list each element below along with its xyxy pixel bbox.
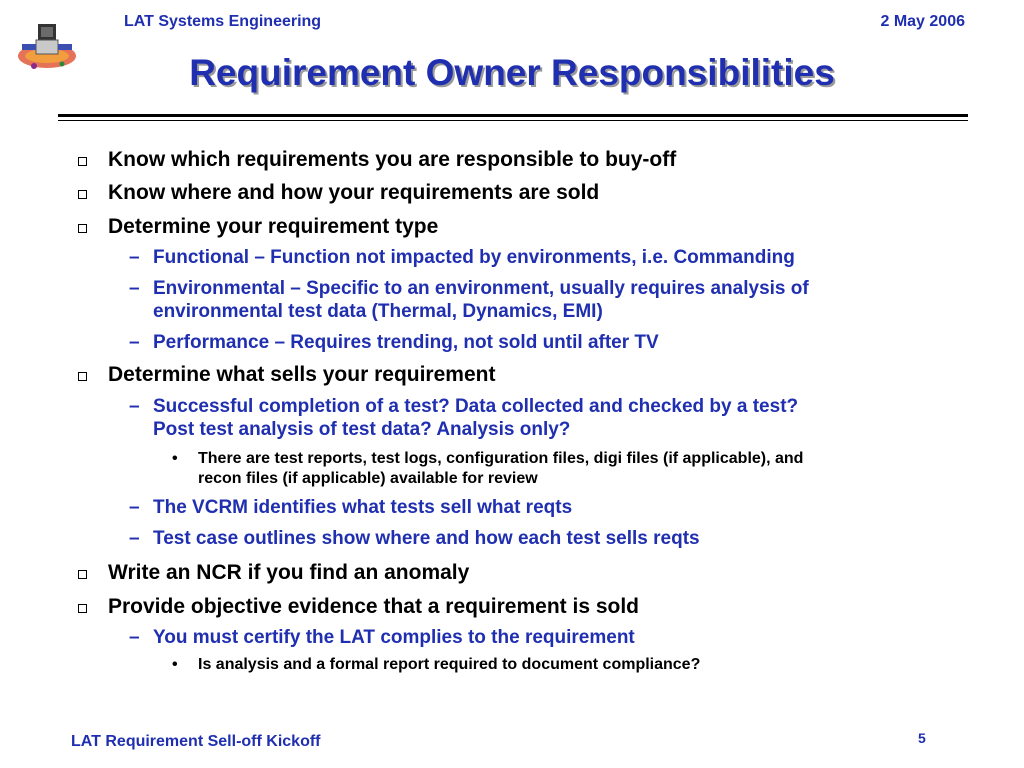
square-bullet-icon: [78, 604, 87, 613]
dash-bullet: –: [129, 278, 140, 299]
bullet-l1: Provide objective evidence that a requirement is sold: [108, 595, 640, 618]
square-bullet-icon: [78, 157, 87, 166]
bullet-l1: Write an NCR if you find an anomaly: [108, 561, 470, 584]
bullet-l3: There are test reports, test logs, configuration files, digi files (if applicable), and: [198, 450, 804, 467]
dash-bullet: –: [129, 247, 140, 268]
bullet-l2: Performance – Requires trending, not sold until after TV: [153, 332, 659, 353]
dot-bullet: •: [172, 656, 178, 673]
dash-bullet: –: [129, 396, 140, 417]
bullet-l1: Know which requirements you are responsible to buy-off: [108, 148, 677, 171]
bullet-l2: Successful completion of a test? Data collected and checked by a test?: [153, 396, 799, 417]
footer-left-text: LAT Requirement Sell-off Kickoff: [71, 733, 321, 750]
square-bullet-icon: [78, 224, 87, 233]
header-left-text: LAT Systems Engineering: [124, 13, 322, 30]
bullet-l2: Environmental – Specific to an environment, usually requires analysis of: [153, 278, 809, 299]
square-bullet-icon: [78, 190, 87, 199]
dot-bullet: •: [172, 450, 178, 467]
bullet-l3-continued: recon files (if applicable) available for review: [198, 470, 538, 487]
bullet-l2: You must certify the LAT complies to the requirement: [153, 627, 635, 648]
dash-bullet: –: [129, 627, 140, 648]
bullet-l2: The VCRM identifies what tests sell what reqts: [153, 497, 573, 518]
slide-title: Requirement Owner Responsibilities: [189, 52, 835, 93]
dash-bullet: –: [129, 332, 140, 353]
dash-bullet: –: [129, 528, 140, 549]
header-date: 2 May 2006: [880, 13, 965, 30]
square-bullet-icon: [78, 372, 87, 381]
bullet-l2-continued: Post test analysis of test data? Analysis only?: [153, 419, 571, 440]
bullet-l1: Determine your requirement type: [108, 215, 439, 238]
bullet-l1: Know where and how your requirements are sold: [108, 181, 600, 204]
bullet-l3: Is analysis and a formal report required to document compliance?: [198, 656, 701, 673]
bullet-l1: Determine what sells your requirement: [108, 363, 496, 386]
square-bullet-icon: [78, 570, 87, 579]
bullet-l2: Test case outlines show where and how each test sells reqts: [153, 528, 700, 549]
page-number: 5: [918, 730, 926, 746]
dash-bullet: –: [129, 497, 140, 518]
bullet-l2-continued: environmental test data (Thermal, Dynamics, EMI): [153, 301, 603, 322]
bullet-l2: Functional – Function not impacted by environments, i.e. Commanding: [153, 247, 795, 268]
